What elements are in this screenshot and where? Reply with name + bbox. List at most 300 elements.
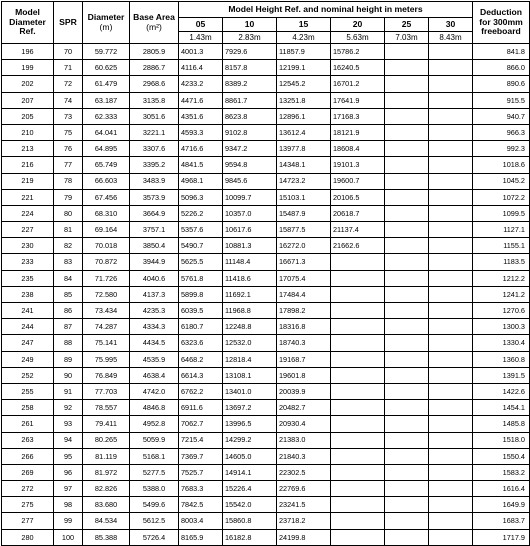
cell-spr: 78: [54, 173, 83, 189]
table-row: [2, 254, 530, 270]
cell-vol-10: 13108.1: [223, 367, 277, 383]
cell-vol-30: [429, 513, 473, 529]
cell-diameter: 60.625: [83, 60, 130, 76]
cell-vol-20: 19600.7: [331, 173, 385, 189]
cell-deduction: 1099.5: [473, 205, 530, 221]
cell-vol-10: 8623.8: [223, 108, 277, 124]
cell-model-ref: 255: [2, 383, 54, 399]
cell-spr: 92: [54, 400, 83, 416]
cell-base-area: 4535.9: [130, 351, 179, 367]
cell-vol-30: [429, 497, 473, 513]
cell-model-ref: 244: [2, 319, 54, 335]
cell-deduction: 1518.0: [473, 432, 530, 448]
cell-vol-25: [385, 319, 429, 335]
cell-vol-30: [429, 124, 473, 140]
cell-diameter: 69.164: [83, 222, 130, 238]
cell-vol-10: 9594.8: [223, 157, 277, 173]
cell-spr: 81: [54, 222, 83, 238]
cell-diameter: 66.603: [83, 173, 130, 189]
cell-vol-15: 20930.4: [277, 416, 331, 432]
cell-diameter: 83.680: [83, 497, 130, 513]
cell-vol-30: [429, 319, 473, 335]
cell-vol-25: [385, 335, 429, 351]
cell-base-area: 4137.3: [130, 286, 179, 302]
cell-deduction: 1072.2: [473, 189, 530, 205]
cell-spr: 84: [54, 270, 83, 286]
header-base-area-label: Base Area: [133, 11, 175, 22]
cell-vol-30: [429, 108, 473, 124]
cell-deduction: 841.8: [473, 44, 530, 60]
cell-vol-05: 6323.6: [179, 335, 223, 351]
cell-vol-20: [331, 481, 385, 497]
cell-vol-10: 10099.7: [223, 189, 277, 205]
cell-vol-30: [429, 270, 473, 286]
cell-base-area: 2968.6: [130, 76, 179, 92]
table-row: [2, 222, 530, 238]
cell-model-ref: 277: [2, 513, 54, 529]
cell-model-ref: 280: [2, 529, 54, 545]
cell-deduction: 1330.4: [473, 335, 530, 351]
cell-spr: 91: [54, 383, 83, 399]
cell-vol-05: 4001.3: [179, 44, 223, 60]
cell-deduction: 966.3: [473, 124, 530, 140]
cell-vol-10: 13401.0: [223, 383, 277, 399]
cell-base-area: 3944.9: [130, 254, 179, 270]
cell-vol-30: [429, 238, 473, 254]
cell-diameter: 64.041: [83, 124, 130, 140]
cell-vol-15: 17075.4: [277, 270, 331, 286]
cell-vol-10: 10357.0: [223, 205, 277, 221]
cell-vol-15: 12199.1: [277, 60, 331, 76]
cell-deduction: 1550.4: [473, 448, 530, 464]
cell-model-ref: 252: [2, 367, 54, 383]
cell-model-ref: 275: [2, 497, 54, 513]
cell-base-area: 5059.9: [130, 432, 179, 448]
cell-vol-10: 8389.2: [223, 76, 277, 92]
cell-deduction: 1127.1: [473, 222, 530, 238]
cell-vol-25: [385, 124, 429, 140]
cell-vol-15: 11857.9: [277, 44, 331, 60]
cell-diameter: 70.872: [83, 254, 130, 270]
cell-vol-10: 13697.2: [223, 400, 277, 416]
cell-vol-20: [331, 351, 385, 367]
cell-spr: 87: [54, 319, 83, 335]
cell-vol-05: 4233.2: [179, 76, 223, 92]
cell-vol-15: 23241.5: [277, 497, 331, 513]
cell-vol-30: [429, 222, 473, 238]
table-row: [2, 367, 530, 383]
cell-vol-25: [385, 76, 429, 92]
cell-model-ref: 210: [2, 124, 54, 140]
cell-vol-10: 14299.2: [223, 432, 277, 448]
cell-vol-20: 21137.4: [331, 222, 385, 238]
cell-base-area: 5499.6: [130, 497, 179, 513]
cell-vol-05: 6180.7: [179, 319, 223, 335]
cell-vol-30: [429, 173, 473, 189]
cell-model-ref: 263: [2, 432, 54, 448]
table-row: [2, 464, 530, 480]
cell-base-area: 3395.2: [130, 157, 179, 173]
cell-vol-15: 22769.6: [277, 481, 331, 497]
cell-vol-30: [429, 432, 473, 448]
cell-diameter: 61.479: [83, 76, 130, 92]
cell-vol-15: 24199.8: [277, 529, 331, 545]
cell-vol-10: 9845.6: [223, 173, 277, 189]
cell-vol-25: [385, 513, 429, 529]
table-row: [2, 44, 530, 60]
cell-diameter: 80.265: [83, 432, 130, 448]
cell-deduction: 1018.6: [473, 157, 530, 173]
cell-model-ref: 213: [2, 141, 54, 157]
table-row: [2, 383, 530, 399]
cell-spr: 83: [54, 254, 83, 270]
cell-model-ref: 227: [2, 222, 54, 238]
capacity-table: [1, 1, 530, 546]
cell-diameter: 70.018: [83, 238, 130, 254]
cell-deduction: 890.6: [473, 76, 530, 92]
cell-vol-30: [429, 205, 473, 221]
cell-model-ref: 230: [2, 238, 54, 254]
cell-vol-05: 8003.4: [179, 513, 223, 529]
table-body: [2, 44, 530, 546]
height-value-10: 2.83m: [223, 32, 277, 44]
cell-base-area: 5612.5: [130, 513, 179, 529]
cell-vol-15: 18740.3: [277, 335, 331, 351]
cell-diameter: 64.895: [83, 141, 130, 157]
cell-vol-05: 5761.8: [179, 270, 223, 286]
height-value-25: 7.03m: [385, 32, 429, 44]
cell-model-ref: 249: [2, 351, 54, 367]
cell-vol-05: 4968.1: [179, 173, 223, 189]
cell-deduction: 1583.2: [473, 464, 530, 480]
cell-vol-15: 12545.2: [277, 76, 331, 92]
cell-diameter: 75.141: [83, 335, 130, 351]
table-row: [2, 303, 530, 319]
cell-diameter: 74.287: [83, 319, 130, 335]
cell-vol-30: [429, 286, 473, 302]
cell-vol-20: 19101.3: [331, 157, 385, 173]
cell-vol-15: 15877.5: [277, 222, 331, 238]
table-row: [2, 319, 530, 335]
cell-vol-05: 5357.6: [179, 222, 223, 238]
cell-deduction: 1717.9: [473, 529, 530, 545]
cell-spr: 77: [54, 157, 83, 173]
cell-model-ref: 196: [2, 44, 54, 60]
cell-spr: 93: [54, 416, 83, 432]
header-diameter-label: Diameter: [87, 11, 125, 22]
table-row: [2, 400, 530, 416]
cell-vol-15: 19601.8: [277, 367, 331, 383]
cell-base-area: 4235.3: [130, 303, 179, 319]
cell-vol-30: [429, 416, 473, 432]
cell-vol-25: [385, 108, 429, 124]
cell-vol-25: [385, 481, 429, 497]
cell-model-ref: 272: [2, 481, 54, 497]
cell-vol-15: 13977.8: [277, 141, 331, 157]
cell-vol-25: [385, 254, 429, 270]
cell-spr: 85: [54, 286, 83, 302]
cell-vol-15: 15487.9: [277, 205, 331, 221]
table-row: [2, 141, 530, 157]
cell-deduction: 866.0: [473, 60, 530, 76]
cell-vol-25: [385, 205, 429, 221]
cell-base-area: 3135.8: [130, 92, 179, 108]
header-model-diameter-ref: Model Diameter Ref.: [2, 2, 54, 44]
table-row: [2, 513, 530, 529]
cell-vol-15: 15103.1: [277, 189, 331, 205]
header-base-area: [130, 2, 179, 44]
cell-deduction: 1360.8: [473, 351, 530, 367]
cell-vol-10: 16182.8: [223, 529, 277, 545]
cell-vol-05: 5226.2: [179, 205, 223, 221]
cell-vol-25: [385, 141, 429, 157]
cell-diameter: 73.434: [83, 303, 130, 319]
cell-spr: 73: [54, 108, 83, 124]
cell-model-ref: 224: [2, 205, 54, 221]
cell-vol-05: 8165.9: [179, 529, 223, 545]
cell-vol-15: 21383.0: [277, 432, 331, 448]
cell-vol-05: 5899.8: [179, 286, 223, 302]
cell-vol-30: [429, 44, 473, 60]
cell-deduction: 1212.2: [473, 270, 530, 286]
cell-model-ref: 247: [2, 335, 54, 351]
table-row: [2, 76, 530, 92]
cell-vol-20: 20106.5: [331, 189, 385, 205]
cell-vol-25: [385, 92, 429, 108]
cell-vol-30: [429, 189, 473, 205]
cell-base-area: 5168.1: [130, 448, 179, 464]
cell-spr: 96: [54, 464, 83, 480]
cell-vol-20: 18121.9: [331, 124, 385, 140]
height-ref-15: 15: [277, 18, 331, 32]
cell-vol-15: 16272.0: [277, 238, 331, 254]
cell-vol-15: 17484.4: [277, 286, 331, 302]
cell-spr: 90: [54, 367, 83, 383]
cell-spr: 82: [54, 238, 83, 254]
cell-deduction: 1683.7: [473, 513, 530, 529]
cell-vol-25: [385, 400, 429, 416]
cell-vol-10: 13996.5: [223, 416, 277, 432]
cell-diameter: 81.119: [83, 448, 130, 464]
cell-vol-05: 7215.4: [179, 432, 223, 448]
cell-vol-05: 4351.6: [179, 108, 223, 124]
table-row: [2, 432, 530, 448]
cell-spr: 75: [54, 124, 83, 140]
cell-vol-20: [331, 464, 385, 480]
cell-base-area: 4334.3: [130, 319, 179, 335]
cell-vol-30: [429, 367, 473, 383]
cell-model-ref: 202: [2, 76, 54, 92]
header-diameter: [83, 2, 130, 44]
cell-vol-20: [331, 286, 385, 302]
cell-vol-25: [385, 222, 429, 238]
cell-vol-05: 7369.7: [179, 448, 223, 464]
cell-vol-20: [331, 367, 385, 383]
cell-diameter: 84.534: [83, 513, 130, 529]
cell-vol-20: [331, 416, 385, 432]
cell-vol-20: 18608.4: [331, 141, 385, 157]
cell-vol-15: 12896.1: [277, 108, 331, 124]
cell-base-area: 3051.6: [130, 108, 179, 124]
cell-vol-15: 22302.5: [277, 464, 331, 480]
table-row: [2, 335, 530, 351]
cell-vol-30: [429, 141, 473, 157]
cell-vol-05: 5096.3: [179, 189, 223, 205]
table-row: [2, 270, 530, 286]
cell-vol-25: [385, 173, 429, 189]
header-deduction: Deduction for 300mm freeboard: [473, 2, 530, 44]
cell-deduction: 1300.3: [473, 319, 530, 335]
cell-deduction: 1422.6: [473, 383, 530, 399]
cell-base-area: 4434.5: [130, 335, 179, 351]
cell-vol-10: 7929.6: [223, 44, 277, 60]
cell-deduction: 1045.2: [473, 173, 530, 189]
cell-base-area: 4638.4: [130, 367, 179, 383]
cell-model-ref: 258: [2, 400, 54, 416]
cell-vol-05: 5490.7: [179, 238, 223, 254]
cell-diameter: 78.557: [83, 400, 130, 416]
cell-vol-20: 21662.6: [331, 238, 385, 254]
cell-vol-20: 17641.9: [331, 92, 385, 108]
table-row: [2, 238, 530, 254]
cell-base-area: 3483.9: [130, 173, 179, 189]
cell-vol-05: 4471.6: [179, 92, 223, 108]
table-row: [2, 286, 530, 302]
cell-base-area: 4952.8: [130, 416, 179, 432]
cell-base-area: 3850.4: [130, 238, 179, 254]
cell-vol-15: 23718.2: [277, 513, 331, 529]
cell-vol-25: [385, 44, 429, 60]
cell-vol-10: 12818.4: [223, 351, 277, 367]
cell-spr: 76: [54, 141, 83, 157]
cell-vol-20: [331, 513, 385, 529]
cell-diameter: 63.187: [83, 92, 130, 108]
cell-vol-20: [331, 270, 385, 286]
cell-vol-15: 21840.3: [277, 448, 331, 464]
cell-vol-05: 7525.7: [179, 464, 223, 480]
table-row: [2, 416, 530, 432]
table-row: [2, 351, 530, 367]
cell-deduction: 1270.6: [473, 303, 530, 319]
cell-vol-25: [385, 497, 429, 513]
cell-vol-25: [385, 416, 429, 432]
cell-vol-30: [429, 400, 473, 416]
cell-vol-15: 17898.2: [277, 303, 331, 319]
cell-base-area: 2805.9: [130, 44, 179, 60]
cell-vol-30: [429, 464, 473, 480]
cell-model-ref: 207: [2, 92, 54, 108]
cell-diameter: 82.826: [83, 481, 130, 497]
cell-model-ref: 233: [2, 254, 54, 270]
cell-vol-20: [331, 254, 385, 270]
cell-diameter: 71.726: [83, 270, 130, 286]
cell-vol-05: 4841.5: [179, 157, 223, 173]
cell-vol-20: 20618.7: [331, 205, 385, 221]
height-ref-30: 30: [429, 18, 473, 32]
cell-deduction: 1485.8: [473, 416, 530, 432]
cell-base-area: 4742.0: [130, 383, 179, 399]
table-row: [2, 92, 530, 108]
table-row: [2, 497, 530, 513]
cell-model-ref: 269: [2, 464, 54, 480]
cell-vol-05: 7842.5: [179, 497, 223, 513]
cell-diameter: 81.972: [83, 464, 130, 480]
cell-spr: 99: [54, 513, 83, 529]
cell-vol-25: [385, 448, 429, 464]
cell-vol-25: [385, 303, 429, 319]
cell-base-area: 2886.7: [130, 60, 179, 76]
cell-vol-15: 20482.7: [277, 400, 331, 416]
cell-model-ref: 266: [2, 448, 54, 464]
cell-vol-05: 6039.5: [179, 303, 223, 319]
cell-vol-20: [331, 303, 385, 319]
cell-model-ref: 216: [2, 157, 54, 173]
cell-vol-20: [331, 335, 385, 351]
cell-vol-05: 4116.4: [179, 60, 223, 76]
cell-deduction: 1155.1: [473, 238, 530, 254]
height-value-05: 1.43m: [179, 32, 223, 44]
table-row: [2, 205, 530, 221]
cell-vol-10: 12532.0: [223, 335, 277, 351]
cell-vol-15: 19168.7: [277, 351, 331, 367]
cell-vol-10: 9347.2: [223, 141, 277, 157]
cell-vol-15: 20039.9: [277, 383, 331, 399]
cell-spr: 98: [54, 497, 83, 513]
height-ref-05: 05: [179, 18, 223, 32]
cell-vol-05: 6762.2: [179, 383, 223, 399]
cell-vol-20: 16240.5: [331, 60, 385, 76]
height-value-30: 8.43m: [429, 32, 473, 44]
header-spr: SPR: [54, 2, 83, 44]
cell-vol-30: [429, 448, 473, 464]
cell-base-area: 3573.9: [130, 189, 179, 205]
cell-deduction: 1649.9: [473, 497, 530, 513]
cell-model-ref: 219: [2, 173, 54, 189]
cell-model-ref: 205: [2, 108, 54, 124]
cell-vol-05: 4593.3: [179, 124, 223, 140]
cell-vol-25: [385, 351, 429, 367]
cell-vol-15: 13251.8: [277, 92, 331, 108]
cell-deduction: 992.3: [473, 141, 530, 157]
height-value-20: 5.63m: [331, 32, 385, 44]
cell-vol-30: [429, 60, 473, 76]
cell-base-area: 5388.0: [130, 481, 179, 497]
cell-deduction: 1183.5: [473, 254, 530, 270]
cell-base-area: 3307.6: [130, 141, 179, 157]
cell-vol-20: [331, 497, 385, 513]
table-row: [2, 157, 530, 173]
cell-vol-05: 7683.3: [179, 481, 223, 497]
cell-base-area: 5277.5: [130, 464, 179, 480]
cell-vol-25: [385, 157, 429, 173]
cell-diameter: 59.772: [83, 44, 130, 60]
cell-vol-25: [385, 286, 429, 302]
cell-deduction: 940.7: [473, 108, 530, 124]
height-ref-10: 10: [223, 18, 277, 32]
table-row: [2, 60, 530, 76]
header-base-area-unit: (m²): [146, 21, 162, 32]
cell-vol-10: 11968.8: [223, 303, 277, 319]
table-row: [2, 124, 530, 140]
cell-spr: 80: [54, 205, 83, 221]
cell-spr: 70: [54, 44, 83, 60]
cell-vol-25: [385, 189, 429, 205]
cell-vol-05: 5625.5: [179, 254, 223, 270]
cell-vol-25: [385, 367, 429, 383]
cell-vol-30: [429, 157, 473, 173]
cell-diameter: 76.849: [83, 367, 130, 383]
cell-vol-25: [385, 60, 429, 76]
